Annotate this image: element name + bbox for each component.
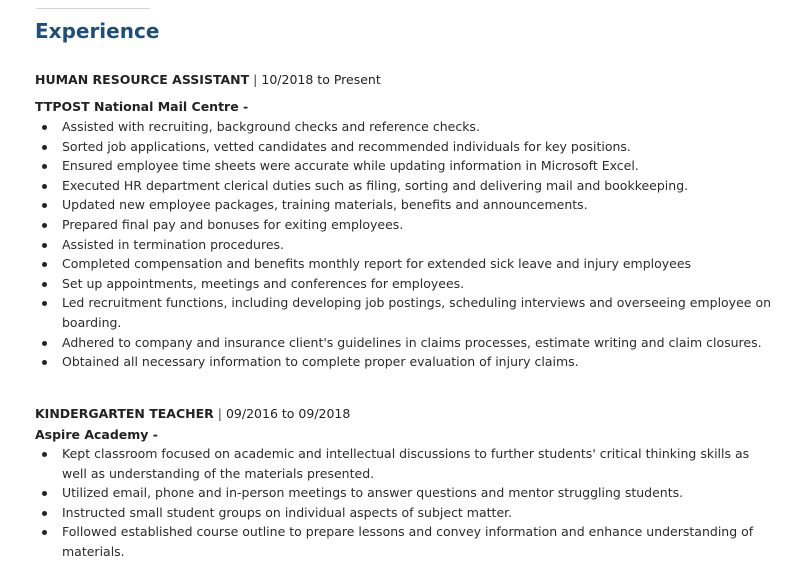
- bullet-text: Sorted job applications, vetted candidates and recommended individuals for key positions.: [62, 138, 631, 154]
- job-title: HUMAN RESOURCE ASSISTANT: [35, 72, 250, 87]
- bullet-text: Set up appointments, meetings and conferences for employees.: [62, 275, 465, 291]
- bullet-icon: [42, 360, 47, 365]
- bullet-icon: [42, 164, 47, 169]
- list-item: [62, 333, 774, 353]
- list-item: [62, 235, 774, 255]
- list-item: [62, 117, 774, 137]
- list-item: [62, 137, 774, 157]
- bullet-text: Completed compensation and benefits monthly report for extended sick leave and injury employees: [62, 256, 692, 272]
- bullet-text: Led recruitment functions, including developing job postings, scheduling interviews and overseeing employee on boarding.: [62, 295, 772, 330]
- bullet-text: Ensured employee time sheets were accurate while updating information in Microsoft Excel.: [62, 158, 639, 174]
- list-item: [62, 444, 774, 483]
- list-item: [62, 352, 774, 372]
- company-name: TTPOST National Mail Centre -: [35, 99, 249, 114]
- bullet-icon: [42, 262, 47, 267]
- job-header: [35, 406, 350, 422]
- job-bullets: [62, 444, 774, 562]
- company-name: Aspire Academy -: [35, 427, 158, 442]
- bullet-icon: [42, 301, 47, 306]
- bullet-text: Assisted in termination procedures.: [62, 236, 284, 252]
- list-item: [62, 293, 774, 332]
- list-item: [62, 176, 774, 196]
- job-dates: 09/2016 to 09/2018: [225, 406, 351, 421]
- bullet-icon: [42, 243, 47, 248]
- bullet-icon: [42, 452, 47, 457]
- list-item: [62, 156, 774, 176]
- bullet-icon: [42, 530, 47, 535]
- list-item: [62, 195, 774, 215]
- bullet-icon: [42, 223, 47, 228]
- separator: |: [253, 72, 258, 87]
- bullet-text: Utilized email, phone and in-person meetings to answer questions and mentor struggling students.: [62, 485, 684, 501]
- bullet-text: Executed HR department clerical duties such as filing, sorting and delivering mail and bookkeeping.: [62, 177, 689, 193]
- job-header: [35, 72, 381, 88]
- bullet-text: Instructed small student groups on individual aspects of subject matter.: [62, 504, 513, 520]
- list-item: [62, 215, 774, 235]
- bullet-icon: [42, 184, 47, 189]
- bullet-icon: [42, 341, 47, 346]
- list-item: [62, 503, 774, 523]
- bullet-text: Adhered to company and insurance client's guidelines in claims processes, estimate writing and claim closures.: [62, 334, 762, 350]
- top-divider: [36, 8, 150, 9]
- separator: |: [217, 406, 222, 421]
- job-dates: 10/2018 to Present: [261, 72, 381, 87]
- list-item: [62, 522, 774, 561]
- job-bullets: [62, 117, 774, 372]
- bullet-icon: [42, 145, 47, 150]
- bullet-text: Followed established course outline to prepare lessons and convey information and enhance understanding of materials.: [62, 524, 754, 559]
- list-item: [62, 254, 774, 274]
- bullet-text: Assisted with recruiting, background checks and reference checks.: [62, 119, 480, 134]
- bullet-icon: [42, 203, 47, 208]
- section-title: Experience: [35, 19, 160, 43]
- list-item: [62, 483, 774, 503]
- bullet-icon: [42, 511, 47, 516]
- bullet-icon: [42, 491, 47, 496]
- bullet-icon: [42, 282, 47, 287]
- bullet-icon: [42, 125, 47, 130]
- bullet-text: Prepared final pay and bonuses for exiting employees.: [62, 216, 404, 232]
- list-item: [62, 274, 774, 294]
- bullet-text: Obtained all necessary information to complete proper evaluation of injury claims.: [62, 354, 579, 370]
- bullet-text: Kept classroom focused on academic and intellectual discussions to further students' critical thinking skills as well as understanding of the materials presented.: [62, 446, 750, 481]
- bullet-text: Updated new employee packages, training materials, benefits and announcements.: [62, 197, 588, 213]
- job-title: KINDERGARTEN TEACHER: [35, 406, 214, 421]
